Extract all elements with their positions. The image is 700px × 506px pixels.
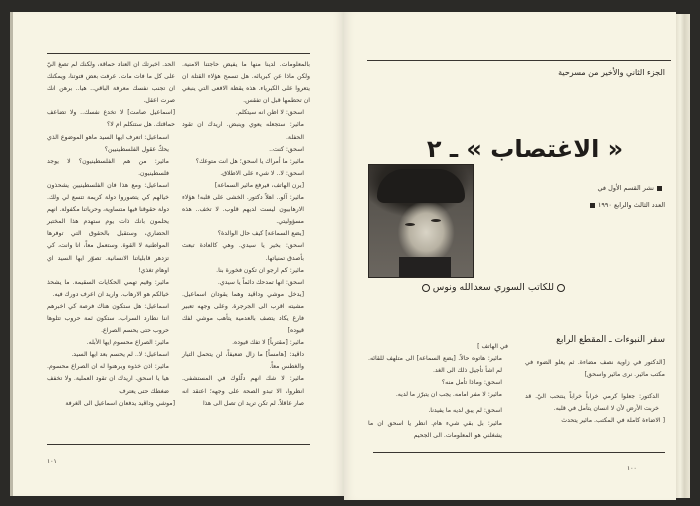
stage-direction: [اسماعيل صامت] لا تخدع نفسك.. ولا تضاعف حماقتك. هل ستتكلم ام لا؟ (47, 109, 175, 129)
dialogue-line: اسحق: لا اظن انه سيتكلم. (235, 109, 304, 117)
pubnote-line-2: العدد الثالث والرابع ١٩٩٠ (480, 197, 665, 214)
stage-direction: في الهاتف ] (477, 343, 508, 350)
dialogue-line: مائير: كم ارجو ان تكون فخورة بنا. (216, 266, 304, 274)
paragraph: الحد. اخبرتك ان العناد حماقة، ولكنك لم تصغ اليّ على كل ما فات مات. عرفت بعض فتوتنا، ويمكنك ان تجنب نفسك معرفة الباقي.. هيا.. برهن انك صرت اعقل. (47, 61, 175, 105)
dialogue-line: اسماعيل: هل ستكون هناك فرصة كي اخبرهم اننا نطارد السراب. ستكون ثمة حروب تتلوها حروب حتى يحسم الصراع. (47, 302, 169, 335)
stage-direction: [يضع السماعة] كيف حال الوالدة؟ (217, 230, 304, 238)
right-bottom-rule (373, 452, 665, 453)
dialogue-line: اسحق: بخير يا سيدي. وهي كالعادة تبعث بأصدق تمنياتها. (182, 242, 304, 262)
dialogue-line: مائير: الصراع محسوم ايها الأبله. (86, 339, 169, 347)
dialogue-line: اسماعيل: لا.. لم يحسم بعد ايها السيد. (71, 351, 169, 359)
publication-note (480, 180, 665, 214)
dialogue-line: اسحق: كنت.. (269, 145, 304, 153)
dialogue-line: اسحق: لا.. لا شيء على الاطلاق. (220, 169, 304, 177)
stage-direction: [يرن الهاتف، فيرفع مائير السماعة] (214, 181, 304, 189)
dialogue-line: مائير: آلو.. اهلاً دكتور. الخشى على قلبه! هؤلاء الارهابيون ليست لديهم قلوب. لا تخف.. هذه مسؤوليتي. (182, 194, 304, 226)
dialogue-line: داڤيد: [هامساً] ما زال ضعيفاً، لن يتحمل التيار والغطس معاً. (182, 351, 304, 371)
author-byline: للكاتب السوري سعدالله ونوس (368, 282, 568, 293)
left-page-left-column (47, 59, 175, 410)
page-number-right: ١٠٠ (627, 465, 637, 472)
photo-hair (377, 169, 465, 203)
left-page-right-column (182, 59, 310, 410)
page-number-left: ١٠١ (47, 458, 57, 465)
paragraph: بالمعلومات. لدينا منها ما يفيض حاجتنا الامنية. ولكن ماذا عن كبريائه. هل تسمح هؤلاء القتلة ان يتعروا على الكبرياء. هذه يقظة الافعى التي ينبغي ان تحطمها قبل ان تفقس. (182, 61, 310, 105)
square-bullet-icon (590, 203, 595, 208)
circle-bullet-icon (422, 284, 430, 292)
dialogue-line: مائير: لا مفر امامه. يجب ان يتبرّز ما لديه. (395, 391, 502, 399)
left-bottom-rule (47, 444, 310, 445)
dialogue-line: اسحق: لم يبق لديه ما يفيدنا. (428, 407, 502, 415)
right-page-stack-edge (676, 14, 690, 498)
photo-eye (431, 219, 441, 222)
photo-eye (405, 223, 415, 226)
article-title: « الاغتصاب » ـ ٢ (426, 135, 624, 163)
stage-direction: [ الاضاءة كاملة في المكتب. مائير يتحدث (561, 417, 665, 425)
author-portrait-photo (368, 164, 474, 278)
dialogue-line: مائير: ستجعله يعوي وينبض. اريدك ان تقود الحفلة. (182, 121, 304, 141)
stage-direction: [موشي وداڤيد يدفعان اسماعيل الى الغرفة (65, 399, 175, 407)
dialogue-line: الدكتور: جعلوا كرمي خراباً خراباً ينتحب اليّ. قد خربت الأرض لأن لا انسان يتأمل في قلبه. (525, 393, 659, 413)
kicker-subtitle: الجزء الثاني والأخير من مسرحية (558, 68, 665, 77)
dialogue-line: مائير: هاتوه حالاً. [يضع السماعة] الى متلهف للقائه. لم اشأ تأجيل ذلك الى الغد. (368, 355, 502, 375)
right-top-rule (367, 60, 671, 61)
pubnote-line-1: نشر القسم الأول في (480, 180, 665, 197)
dialogue-line: مائير: وقيم تهمي الحكايات السقيمة. ما يشحذ خيالكم هو الارهاب. واريد ان اعرف دورك فيه. (47, 278, 169, 298)
photo-collar (399, 257, 451, 277)
left-top-rule (47, 53, 310, 54)
dialogue-line: اسماعيل: اتعرف ايها السيد ماهو الموضوع الذي يحكّ عقول الفلسطينيين؟ (47, 133, 169, 153)
stage-direction: [الدكتور في زاوية نصف مضاءة. ثم يعلو الضوء في مكتب مائير. نرى مائير واسحق] (525, 359, 665, 379)
dialogue-line: مائير: لا شك انهم دلّلوك في المستشفى. انظروا، الا تبدو الصحة على وجهه؛ اعتقد انه صار عاقلاً. لم تكن تريد ان تصل الى هذا (182, 375, 304, 407)
circle-bullet-icon (557, 284, 565, 292)
right-page-right-column (525, 357, 665, 427)
right-page-left-column (368, 341, 508, 442)
dialogue-line: مائير: بل بقي شيء هام. انظر يا اسحق ان ما يشغلني هو المعلومات. الى الجحيم (368, 419, 502, 439)
left-page-edge (10, 12, 13, 496)
square-bullet-icon (657, 186, 662, 191)
section-heading: سفر النبوءات ـ المقطع الرابع (556, 335, 665, 345)
dialogue-line: مائير: [مقترباً] لا تفك قيوده. (232, 339, 304, 347)
stage-direction: [يدخل موشي وداڤيد وهما يقودان اسماعيل. مشيته اقرب الى الجرجرة. وعلى وجهه تعبير فارغ يكاد يتصف بالعدمية يتأهب موشي لفك قيوده] (182, 290, 304, 335)
dialogue-line: مائير: اذن خذوه وبرهنوا له ان الصراع محسوم. هيا يا اسحق. اريدك ان تقود العملية. ولا تخفف ضغطك حتى يعترف (47, 363, 169, 395)
dialogue-line: اسماعيل: ومع هذا فان الفلسطينيين يشحذون خيالهم كي يتصوروا دولة كريمة تتسع لي ولك. دولة حقوقنا فيها متساوية، وحرياتنا مكفولة. انهم يحلمون بانك ذات يوم ستهدم هذا المختبر الحضاري، وستقبل بالحقوق التي توفرها المواطنية لا القوة. وستعمل معاً، انا وانت، كي تزدهر قابلياتنا الانسانية. تصوّر ايها السيد اي اوهام تغذي! (47, 181, 169, 274)
dialogue-line: اسحق: انها تمدحك دائماً يا سيدي. (217, 278, 304, 286)
dialogue-line: مائير: من هم الفلسطينيون؟ لا يوجد فلسطينيون. (47, 157, 169, 177)
dialogue-line: مائير: ما أمراك يا اسحق؛ هل انت متوعك؟ (195, 157, 304, 165)
dialogue-line: اسحق: وماذا تأمل منه؟ (441, 379, 502, 387)
